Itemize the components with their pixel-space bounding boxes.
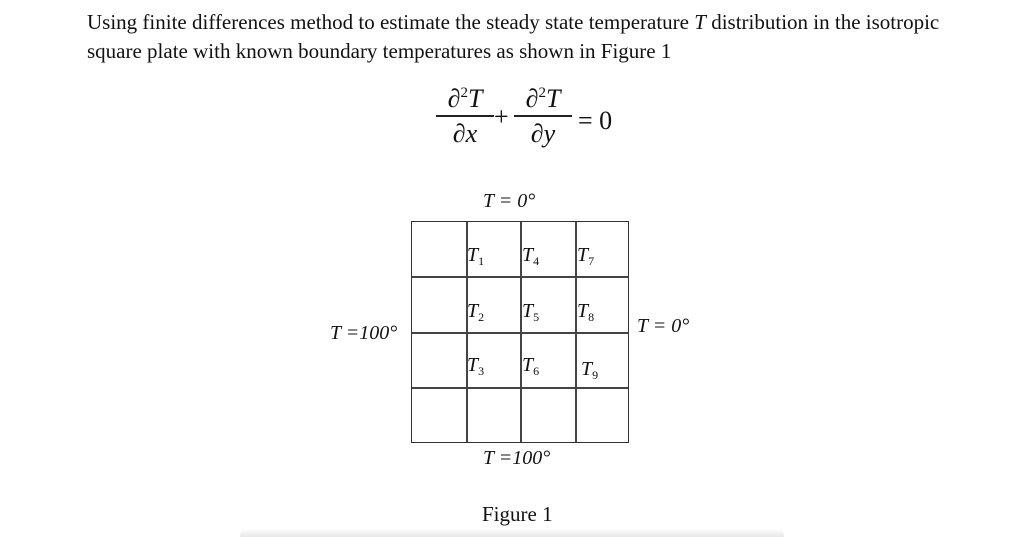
node-T5: $T_5$ — [522, 300, 540, 324]
page-shadow — [240, 529, 784, 537]
plate-grid — [411, 221, 629, 443]
node-T3: $T_3$ — [467, 354, 485, 378]
boundary-top: T = 0° — [483, 190, 536, 212]
node-T2: $T_2$ — [467, 300, 485, 324]
boundary-bottom: T =100° — [483, 447, 551, 469]
statement-text: Using finite differences method to estimate the steady state temperature — [87, 10, 695, 34]
d2T-dy-fraction: ∂$^2$T ∂y — [514, 84, 572, 149]
boundary-right: T = 0° — [637, 315, 690, 337]
node-T1: $T_1$ — [467, 244, 485, 268]
statement-text-cont: distribution in the isotropic square plate with known boundary temperatures as shown in Figure 1 — [87, 10, 940, 63]
plus-sign: + — [494, 102, 509, 131]
node-T8: $T_8$ — [577, 300, 595, 324]
equals-zero: = 0 — [578, 106, 613, 135]
node-T9: $T_9$ — [581, 358, 599, 382]
temperature-variable: T — [694, 10, 706, 34]
d2T-dx-fraction: ∂$^2$T ∂x — [436, 84, 494, 149]
problem-statement — [87, 8, 987, 66]
node-T7: $T_7$ — [577, 244, 595, 268]
node-T6: $T_6$ — [522, 354, 540, 378]
figure-caption: Figure 1 — [482, 502, 553, 526]
node-T4: $T_4$ — [522, 244, 540, 268]
boundary-left: T =100° — [330, 322, 398, 344]
